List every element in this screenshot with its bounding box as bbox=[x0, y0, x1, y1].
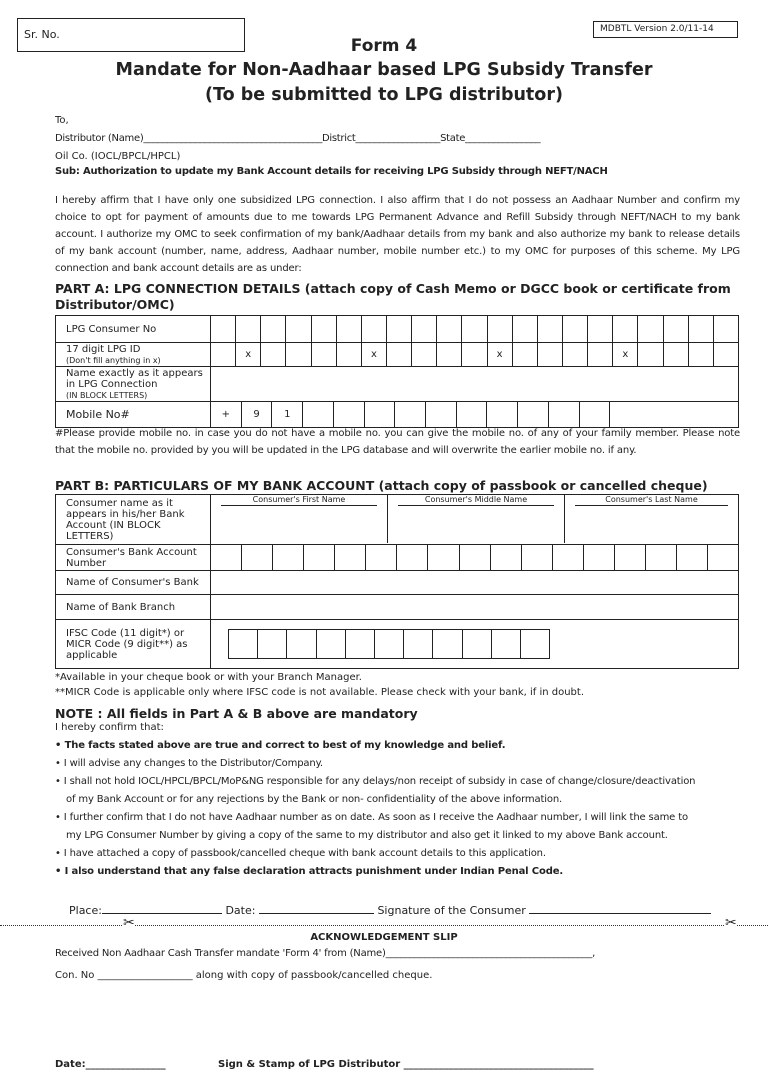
bank-name-label: Consumer name as it appears in his/her Bank Account (IN BLOCK LETTERS) bbox=[56, 495, 211, 545]
mobile-digit-cell[interactable] bbox=[610, 402, 738, 427]
page-title: Mandate for Non-Aadhaar based LPG Subsidy Transfer bbox=[115, 60, 653, 80]
lpg-id-cell[interactable] bbox=[563, 343, 588, 366]
ifsc-digit-cell[interactable] bbox=[287, 630, 316, 658]
ifsc-digit-cell[interactable] bbox=[404, 630, 433, 658]
oil-company-line: Oil Co. (IOCL/BPCL/HPCL) bbox=[55, 151, 181, 162]
ack-received-line[interactable]: Received Non Aadhaar Cash Transfer mandate 'Form 4' from (Name)___________________________________________, bbox=[55, 948, 596, 959]
scissors-icon: ✂ bbox=[725, 915, 737, 931]
lpg-id-cell[interactable] bbox=[513, 343, 538, 366]
ifsc-digit-cell[interactable] bbox=[433, 630, 462, 658]
lpg-id-cell[interactable] bbox=[689, 343, 714, 366]
mobile-label: Mobile No# bbox=[56, 402, 211, 428]
consumer-no-cell[interactable] bbox=[286, 316, 311, 342]
cut-line bbox=[0, 925, 768, 926]
note-heading: NOTE : All fields in Part A & B above are mandatory bbox=[55, 706, 418, 721]
confirmation-item: • The facts stated above are true and correct to best of my knowledge and belief. bbox=[55, 740, 506, 751]
subject-line: Sub: Authorization to update my Bank Account details for receiving LPG Subsidy through NEFT/NACH bbox=[55, 166, 608, 177]
branch-input[interactable] bbox=[211, 595, 739, 620]
lpg-id-cell[interactable] bbox=[412, 343, 437, 366]
lpg-id-cell[interactable]: x bbox=[362, 343, 387, 366]
place-label: Place: bbox=[69, 904, 102, 917]
ifsc-digit-cell[interactable] bbox=[375, 630, 404, 658]
page-subtitle: (To be submitted to LPG distributor) bbox=[205, 85, 563, 105]
consumer-no-cell[interactable] bbox=[437, 316, 462, 342]
account-number-label: Consumer's Bank Account Number bbox=[56, 545, 211, 571]
ifsc-digit-cell[interactable] bbox=[346, 630, 375, 658]
ifsc-footnote: *Available in your cheque book or with your Branch Manager. bbox=[55, 672, 362, 683]
ifsc-label: IFSC Code (11 digit*) or MICR Code (9 digit**) as applicable bbox=[56, 620, 211, 669]
lpg-id-cell[interactable] bbox=[261, 343, 286, 366]
consumer-no-cell[interactable] bbox=[362, 316, 387, 342]
date-input[interactable] bbox=[259, 913, 374, 914]
lpg-id-cell[interactable] bbox=[588, 343, 613, 366]
declaration-paragraph: I hereby affirm that I have only one subsidized LPG connection. I also affirm that I do not possess an Aadhaar Number and confirm my choice to opt for payment of amounts due to me towards LPG Permanent Advance and Refill Subsidy through NEFT/NACH to my bank account. I authorize my OMC to seek confirmation of my bank/Aadhaar details from my bank and also authorize my bank to release details of my bank account (number, name, address, Aadhaar number, mobile number etc.) to my OMC for purposes of this scheme. My LPG connection and bank account details are as under: bbox=[55, 195, 740, 274]
last-name-caption: Consumer's Last Name bbox=[575, 495, 728, 506]
scissors-icon: ✂ bbox=[123, 915, 135, 931]
last-name-input[interactable] bbox=[565, 495, 738, 543]
sr-no-label: Sr. No. bbox=[24, 28, 60, 41]
lpg-id-cell[interactable] bbox=[462, 343, 487, 366]
mobile-digit-cell[interactable]: 1 bbox=[272, 402, 303, 427]
consumer-no-cell[interactable] bbox=[462, 316, 487, 342]
ifsc-digit-cell[interactable] bbox=[492, 630, 521, 658]
lpg-id-cell[interactable] bbox=[211, 343, 236, 366]
middle-name-input[interactable] bbox=[388, 495, 565, 543]
bank-name-input[interactable] bbox=[211, 571, 739, 595]
mobile-digit-cell[interactable] bbox=[457, 402, 488, 427]
mobile-digit-cell[interactable] bbox=[518, 402, 549, 427]
lpg-id-cell[interactable] bbox=[664, 343, 689, 366]
consumer-no-cell[interactable] bbox=[513, 316, 538, 342]
account-digit-cell[interactable] bbox=[366, 545, 397, 570]
lpg-id-cell[interactable] bbox=[714, 343, 738, 366]
signature-label: Signature of the Consumer bbox=[377, 904, 526, 917]
ack-sign-stamp[interactable]: Sign & Stamp of LPG Distributor ______________________________________ bbox=[218, 1059, 594, 1070]
lpg-id-cell[interactable] bbox=[387, 343, 412, 366]
branch-label: Name of Bank Branch bbox=[56, 595, 211, 620]
consumer-no-cell[interactable] bbox=[211, 316, 236, 342]
ifsc-digit-cell[interactable] bbox=[229, 630, 258, 658]
part-b-heading: PART B: PARTICULARS OF MY BANK ACCOUNT (attach copy of passbook or cancelled cheque) bbox=[55, 478, 708, 493]
consumer-no-cell[interactable] bbox=[613, 316, 638, 342]
consumer-no-cell[interactable] bbox=[412, 316, 437, 342]
account-digit-cell[interactable] bbox=[646, 545, 677, 570]
confirm-intro: I hereby confirm that: bbox=[55, 722, 164, 733]
account-digit-cell[interactable] bbox=[615, 545, 646, 570]
middle-name-caption: Consumer's Middle Name bbox=[398, 495, 554, 506]
account-digit-cell[interactable] bbox=[242, 545, 273, 570]
place-input[interactable] bbox=[102, 913, 222, 914]
lpg-id-cell[interactable] bbox=[312, 343, 337, 366]
mobile-digit-cell[interactable] bbox=[334, 402, 365, 427]
account-digit-cell[interactable] bbox=[491, 545, 522, 570]
ifsc-digit-cell[interactable] bbox=[317, 630, 346, 658]
lpg-name-input[interactable] bbox=[211, 367, 739, 402]
confirmation-item: of my Bank Account or for any rejections by the Bank or non- confidentiality of the above information. bbox=[66, 794, 563, 805]
name-label: Name exactly as it appears in LPG Connection bbox=[66, 367, 203, 390]
account-digit-cell[interactable] bbox=[460, 545, 491, 570]
confirmation-item: • I further confirm that I do not have Aadhaar number as on date. As soon as I receive the Aadhaar number, I will link the same to bbox=[55, 812, 688, 823]
confirmation-item: • I shall not hold IOCL/HPCL/BPCL/MoP&NG responsible for any delays/non receipt of subsidy in case of change/closure/deactivation bbox=[55, 776, 696, 787]
mobile-footnote: #Please provide mobile no. in case you do not have a mobile no. you can give the mobile no. of any of your family member. Please note that the mobile no. provided by you will be updated in the LPG database and will overwrite the earlier mobile no. if any. bbox=[55, 428, 740, 456]
lpg-id-cell[interactable] bbox=[286, 343, 311, 366]
mobile-digit-cell[interactable] bbox=[580, 402, 611, 427]
mobile-digit-cell[interactable] bbox=[549, 402, 580, 427]
micr-footnote: **MICR Code is applicable only where IFSC code is not available. Please check with your bank, if in doubt. bbox=[55, 687, 584, 698]
lpg-id-cell[interactable]: x bbox=[236, 343, 261, 366]
consumer-no-cell[interactable] bbox=[312, 316, 337, 342]
first-name-caption: Consumer's First Name bbox=[221, 495, 377, 506]
account-digit-cell[interactable] bbox=[584, 545, 615, 570]
confirmation-list bbox=[55, 737, 755, 881]
ack-heading: ACKNOWLEDGEMENT SLIP bbox=[310, 932, 458, 943]
ack-con-no-line[interactable]: Con. No ___________________ along with copy of passbook/cancelled cheque. bbox=[55, 970, 433, 981]
signature-row bbox=[69, 904, 711, 917]
account-digit-cell[interactable] bbox=[553, 545, 584, 570]
version-badge: MDBTL Version 2.0/11-14 bbox=[593, 21, 738, 38]
consumer-no-cell[interactable] bbox=[488, 316, 513, 342]
lpg-id-note: (Don't fill anything in x) bbox=[66, 355, 161, 365]
consumer-no-cell[interactable] bbox=[337, 316, 362, 342]
account-digit-cell[interactable] bbox=[428, 545, 459, 570]
lpg-id-cell[interactable] bbox=[538, 343, 563, 366]
consumer-no-cell[interactable] bbox=[261, 316, 286, 342]
account-digit-cell[interactable] bbox=[211, 545, 242, 570]
lpg-id-cell[interactable]: x bbox=[488, 343, 513, 366]
consumer-no-cell[interactable] bbox=[588, 316, 613, 342]
lpg-id-cell[interactable] bbox=[638, 343, 663, 366]
consumer-no-cell[interactable] bbox=[236, 316, 261, 342]
lpg-id-cell[interactable]: x bbox=[613, 343, 638, 366]
bank-label: Name of Consumer's Bank bbox=[56, 571, 211, 595]
ifsc-digit-cell[interactable] bbox=[521, 630, 549, 658]
mobile-digit-cell[interactable] bbox=[395, 402, 426, 427]
mobile-digit-cell[interactable]: 9 bbox=[242, 402, 273, 427]
signature-input[interactable] bbox=[529, 913, 711, 914]
distributor-line[interactable]: Distributor (Name)______________________________________District__________________State________________ bbox=[55, 133, 541, 144]
confirmation-item: my LPG Consumer Number by giving a copy of the same to my distributor and also get it linked to my above Bank account. bbox=[66, 830, 668, 841]
ack-date[interactable]: Date:________________ bbox=[55, 1059, 166, 1070]
account-digit-cell[interactable] bbox=[397, 545, 428, 570]
lpg-connection-table bbox=[55, 315, 739, 428]
account-digit-cell[interactable] bbox=[708, 545, 738, 570]
consumer-no-cell[interactable] bbox=[638, 316, 663, 342]
ifsc-digit-cell[interactable] bbox=[258, 630, 287, 658]
consumer-no-cell[interactable] bbox=[538, 316, 563, 342]
mobile-digit-cell[interactable] bbox=[365, 402, 396, 427]
mobile-digit-cell[interactable] bbox=[487, 402, 518, 427]
ifsc-digit-cell[interactable] bbox=[463, 630, 492, 658]
part-a-heading: PART A: LPG CONNECTION DETAILS (attach copy of Cash Memo or DGCC book or certificate from Distributor/OMC) bbox=[55, 281, 731, 312]
form-number: Form 4 bbox=[350, 36, 418, 56]
name-note: (IN BLOCK LETTERS) bbox=[66, 390, 148, 400]
mobile-digit-cell[interactable] bbox=[303, 402, 334, 427]
confirmation-item: • I will advise any changes to the Distributor/Company. bbox=[55, 758, 323, 769]
lpg-id-cell[interactable] bbox=[437, 343, 462, 366]
account-digit-cell[interactable] bbox=[522, 545, 553, 570]
address-block bbox=[55, 112, 540, 166]
lpg-id-cell[interactable] bbox=[337, 343, 362, 366]
consumer-no-cell[interactable] bbox=[689, 316, 714, 342]
first-name-input[interactable] bbox=[211, 495, 388, 543]
bank-account-table bbox=[55, 494, 739, 669]
mobile-digit-cell[interactable] bbox=[426, 402, 457, 427]
consumer-no-cell[interactable] bbox=[664, 316, 689, 342]
date-label: Date: bbox=[225, 904, 256, 917]
lpg-id-label: 17 digit LPG ID bbox=[66, 343, 141, 355]
consumer-no-cell[interactable] bbox=[563, 316, 588, 342]
account-digit-cell[interactable] bbox=[677, 545, 708, 570]
confirmation-item: • I also understand that any false declaration attracts punishment under Indian Penal Code. bbox=[55, 866, 563, 877]
account-digit-cell[interactable] bbox=[273, 545, 304, 570]
consumer-no-cell[interactable] bbox=[387, 316, 412, 342]
confirmation-item: • I have attached a copy of passbook/cancelled cheque with bank account details to this application. bbox=[55, 848, 546, 859]
consumer-no-cell[interactable] bbox=[714, 316, 738, 342]
mobile-digit-cell[interactable]: + bbox=[211, 402, 242, 427]
account-digit-cell[interactable] bbox=[335, 545, 366, 570]
account-digit-cell[interactable] bbox=[304, 545, 335, 570]
consumer-no-label: LPG Consumer No bbox=[56, 316, 211, 343]
to-label: To, bbox=[55, 115, 69, 126]
